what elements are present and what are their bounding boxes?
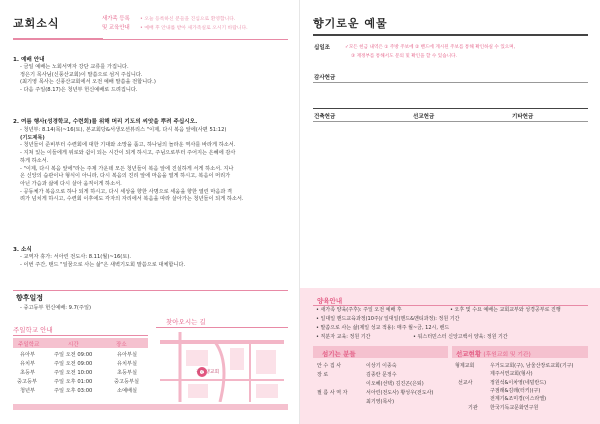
section-line: 하게 하소서. (20, 157, 49, 164)
upcoming-title: 향후일정 (16, 294, 44, 302)
section-1-body (20, 64, 156, 95)
church-news-title: 교회소식 (13, 17, 60, 30)
tithe-label: 십일조 (314, 45, 330, 51)
schedule-header: 장소 (116, 342, 127, 348)
training-line: • 워스터민스터 신앙고백서 양육: 정원 기간 (413, 334, 508, 340)
schedule-cell: 중고등부실 (114, 379, 140, 385)
section-line: - 금일 예배는 노회서역자 강단 교류를 가집니다. (20, 64, 129, 70)
offering-note: ✓모든 헌금 내역은 ① 주방 주보에 ② 밴드에 게시된 주보를 통해 확인하실 수 있으며, (345, 45, 516, 50)
support-title-main: 선교현황 (456, 350, 482, 358)
schedule-cell: 유아부실 (117, 352, 138, 358)
notice-line: • 오늘 등록하신 분들을 진심으로 환영합니다. (140, 17, 236, 22)
servers-names: 최기영(목사) (366, 399, 395, 405)
support-detail: 전계기&조미경(이스라엘) (490, 396, 547, 402)
map-title: 찾아오시는 길 (166, 318, 206, 326)
offering-note: ③ 재정부를 통해서도 문의 및 확인을 할 수 있습니다. (351, 54, 458, 59)
section-line: 아닌 가슴과 삶에 다시 살아 움직이게 하소서. (20, 180, 122, 187)
support-detail: 정원석&이차영(네덜란드) (490, 380, 547, 386)
section-3-title: 3. 소식 (13, 247, 32, 253)
title-underline (313, 34, 588, 36)
support-title (456, 349, 531, 358)
section-1-title: 1. 예배 안내 (13, 57, 45, 63)
thanks-offering-label: 감사헌금 (314, 75, 336, 81)
line (313, 108, 588, 109)
training-line: • 새가족 양육(주후): 주일 오전 예배 후 (316, 307, 402, 313)
section-line: 정은기 목사님(신풍산교회)이 말씀으로 섬겨 주십니다. (20, 71, 143, 78)
upcoming-line: - 중고등부 헌신예배: 9.7(주일) (20, 305, 91, 311)
schedule-cell: 청년부 (20, 388, 36, 394)
sunday-school-title: 주일학교 안내 (13, 326, 53, 334)
divider (313, 305, 588, 306)
schedule-cell: 주일 오후 03:00 (54, 388, 93, 394)
training-line: • 오후 및 수요 예배는 교회교부와 성경공부로 진행 (450, 307, 561, 313)
schedule-cell: 중고등부 (17, 379, 38, 385)
divider (156, 327, 288, 328)
right-panel (300, 0, 600, 424)
section-line: - 이번 주간, 탠드 "일꿈으로 사는 삶"은 새벽기도회 말씀으로 대체합니다. (20, 261, 186, 268)
schedule-header: 시간 (68, 342, 79, 348)
section-line: - 청년부: 8.14(목)~16(토), 본교회당&서생오션뷰리스 "이제, 다시 복음 앞에(사편 51:12) (20, 127, 227, 133)
notice-lines (140, 15, 248, 33)
divider (13, 335, 148, 336)
schedule-cell: 주일 오후 01:00 (54, 379, 93, 385)
line (313, 82, 588, 83)
schedule-cell: 유치부실 (117, 361, 138, 367)
schedule-cell: 주일 오전 09:00 (54, 361, 93, 367)
servers-names: 서아린(전도사) 황성우(전도사) (366, 390, 434, 396)
section-line: - 다음 주일(8.17)은 청년부 헌신예배로 드려집니다. (20, 87, 138, 94)
notice-labels (102, 15, 130, 33)
section-line: 온 신앙의 습관이나 형식이 아니라, 다시 복음의 진리 앞에 마음을 열게 하시고, 복음이 머리가 (20, 173, 231, 180)
other-offering-label: 기타헌금 (512, 114, 534, 120)
schedule-row (20, 351, 35, 358)
notice-label: 새가족 등록 (102, 16, 130, 22)
training-line: • 말씀으로 사는 삶(제일 성교 적용): 매주 월~금, 12시, 밴드 (316, 325, 450, 331)
schedule-cell: 유아부 (20, 352, 36, 358)
support-detail: 한국기독교문화연구원 (490, 405, 539, 411)
servers-names: 이오혜(선택) 김진곤(은퇴) (366, 381, 424, 387)
schedule-cell: 초등부 (20, 370, 36, 376)
support-detail: 우거도교회(구), 남울산장로교회(기구) (490, 363, 574, 369)
offering-title: 향기로운 예물 (313, 17, 388, 30)
section-line: - 청년들이 준비부터 수련회에 대한 기대와 소망을 품고, 하나님의 놀라운 역사를 바라게 하소서. (20, 142, 236, 149)
divider (13, 290, 288, 291)
offering-notes (345, 43, 515, 61)
training-line: • 직분자 교육: 정원 기간 (316, 334, 371, 340)
schedule-cell: 소예배실 (117, 388, 138, 394)
notice-label: 및 교육안내 (102, 25, 130, 31)
support-category: 형제교회 (455, 363, 475, 369)
notice-line: • 예배 후 안내를 받아 새가족실로 오시기 바랍니다. (140, 26, 248, 31)
section-2-body (20, 127, 244, 204)
section-line: - "이제, 다시 복음 앞에"라는 주제 가운데 모든 청년들이 복음 앞에 진실하게 서게 하소서. 지나 (20, 165, 234, 172)
servers-role: 장 로 (317, 372, 329, 378)
servers-names: 김종란 문정수 (366, 372, 397, 378)
section-3-body (20, 254, 185, 269)
schedule-cell: 주일 오전 09:00 (54, 352, 93, 358)
training-title: 양육안내 (317, 297, 343, 305)
schedule-header: 주일학교 (18, 342, 40, 348)
section-line: (최기영 목사는 신풍산교회에서 오전 예배 말씀을 전합니다.) (20, 79, 156, 86)
servers-names: 이상기 이종숙 (366, 363, 397, 369)
section-line: - 지쳐 있는 이들에게 위로와 쉼이 되는 시간이 되게 하시고, 주님으로부터 주어지는 은혜에 감사 (20, 150, 236, 157)
section-line: 려가 넘치게 하시고, 수련회 이후에도 각자의 자리에서 복음을 따라 살아가는 청년들이 되게 하소서. (20, 196, 244, 203)
training-line: • 일대일 핸드교육과정(10주)/ 일대일(핸드&멘티과정): 정원 기간 (316, 316, 460, 322)
title-underline (13, 38, 103, 40)
support-detail: 구점래&김래(터키)(구) (490, 388, 541, 394)
servers-title: 섬기는 분들 (322, 350, 356, 358)
header-rule (103, 39, 288, 40)
schedule-cell: 유치부 (20, 361, 36, 367)
footer-bar (13, 404, 288, 410)
church-map-label: 길은생교회 (196, 370, 220, 375)
line (313, 121, 588, 122)
section-line: - 공동체가 복음으로 하나 되게 하시고, 다시 세상을 향한 사명으로 세움을 향한 열린 마음과 격 (20, 188, 233, 195)
building-offering-label: 건축헌금 (314, 114, 336, 120)
support-category: 선교사 (458, 380, 473, 386)
support-category: 기관 (468, 405, 478, 411)
mission-offering-label: 선교헌금 (413, 114, 435, 120)
servers-role: 필 름 사 역 자 (317, 390, 348, 396)
schedule-cell: 초등부실 (117, 370, 138, 376)
section-line: - 교역자 휴가: 서아린 전도사: 8.11(월)~16(토). (20, 254, 131, 260)
servers-role: 안 수 집 사 (317, 363, 342, 369)
schedule-cell: 주일 오전 10:00 (54, 370, 93, 376)
support-subtitle: (후원교회 및 기관) (483, 352, 531, 358)
location-map (160, 332, 284, 402)
support-detail: 제주서연교회(형사) (490, 371, 533, 377)
section-2-title: 2. 여름 행사(성경학교, 수련회)를 위해 머리 기도의 씨앗을 뿌려 주십시오. (13, 119, 198, 125)
section-line: (기도제목) (20, 134, 45, 141)
